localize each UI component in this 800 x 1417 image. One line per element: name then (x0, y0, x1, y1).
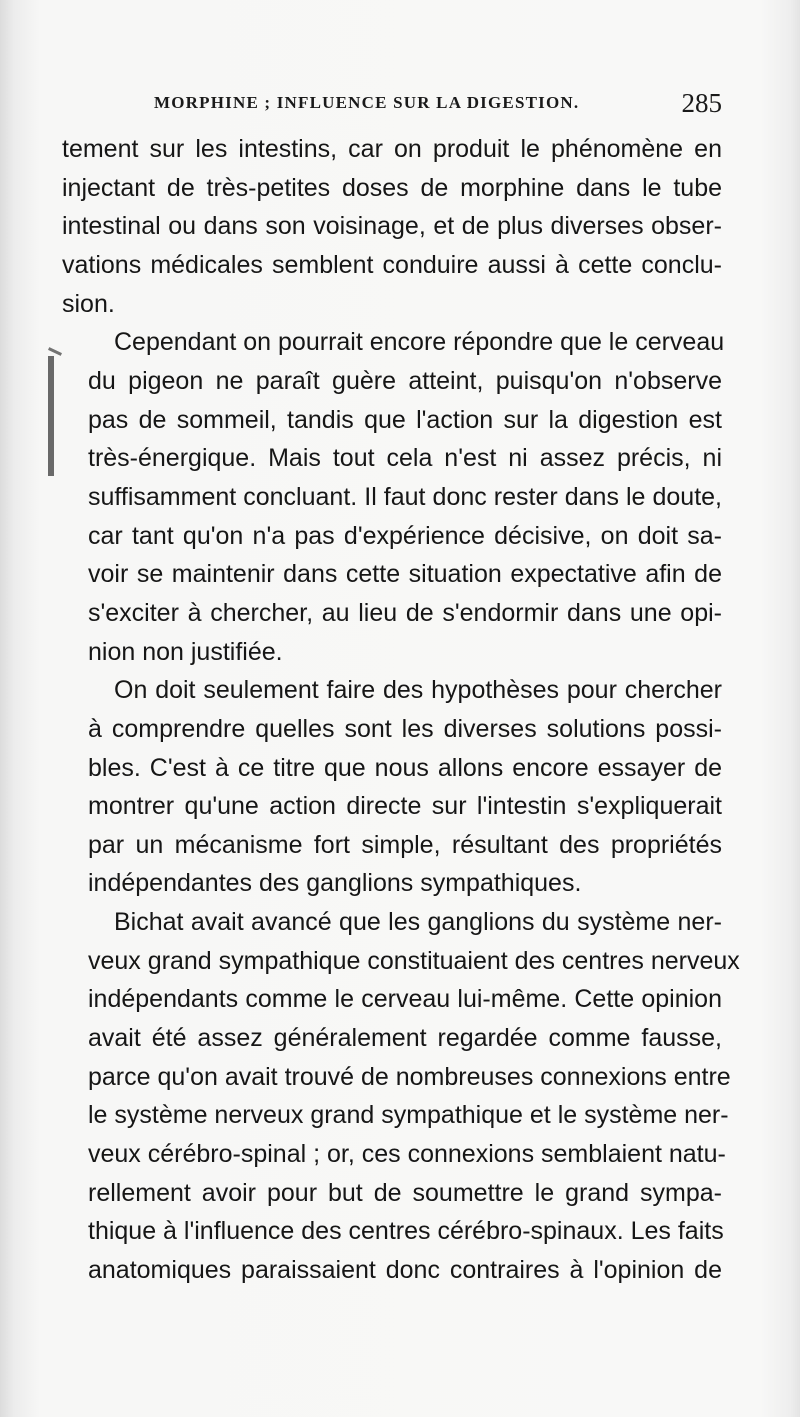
text-line: indépendantes des ganglions sympathiques. (88, 869, 582, 898)
paragraph-1 (62, 130, 722, 323)
margin-pencil-mark (48, 356, 54, 476)
text-line: injectant de très-petites doses de morphine dans le tube (62, 173, 722, 202)
text-line: à comprendre quelles sont les diverses solutions possi- (88, 714, 722, 743)
text-line: voir se maintenir dans cette situation expectative afin de (88, 560, 722, 589)
text-line: du pigeon ne paraît guère atteint, puisqu'on n'observe (88, 366, 722, 395)
paragraph-3 (62, 671, 722, 903)
text-line: sion. (62, 289, 115, 318)
text-line: thique à l'influence des centres cérébro-spinaux. Les faits (88, 1217, 724, 1246)
text-line: avait été assez généralement regardée comme fausse, (88, 1024, 722, 1053)
text-line: s'exciter à chercher, au lieu de s'endormir dans une opi- (88, 598, 722, 627)
text-line: anatomiques paraissaient donc contraires à l'opinion de (88, 1256, 722, 1285)
text-line: Cependant on pourrait encore répondre que le cerveau (114, 328, 725, 357)
page-number: 285 (681, 88, 722, 118)
page-header (62, 88, 722, 118)
text-line: Bichat avait avancé que les ganglions du système ner- (114, 908, 722, 937)
running-title: MORPHINE ; INFLUENCE SUR LA DIGESTION. (154, 93, 580, 112)
text-line: tement sur les intestins, car on produit le phénomène en (62, 135, 722, 163)
text-line: On doit seulement faire des hypothèses pour chercher (114, 676, 722, 705)
body-text (62, 130, 740, 1290)
text-line: rellement avoir pour but de soumettre le grand sympa- (88, 1178, 722, 1207)
text-line: indépendants comme le cerveau lui-même. Cette opinion (88, 985, 722, 1014)
text-line: par un mécanisme fort simple, résultant des propriétés (88, 830, 722, 859)
text-line: veux grand sympathique constituaient des centres nerveux (88, 946, 740, 975)
text-line: car tant qu'on n'a pas d'expérience décisive, on doit sa- (88, 521, 722, 550)
text-line: suffisamment concluant. Il faut donc rester dans le doute, (88, 482, 722, 511)
paragraph-4 (62, 903, 740, 1290)
text-line: pas de sommeil, tandis que l'action sur la digestion est (88, 405, 722, 434)
paragraph-2 (62, 323, 725, 671)
margin-pencil-mark-top (48, 347, 62, 356)
text-line: très-énergique. Mais tout cela n'est ni assez précis, ni (88, 444, 722, 473)
text-line: le système nerveux grand sympathique et le système ner- (88, 1101, 729, 1130)
text-line: parce qu'on avait trouvé de nombreuses connexions entre (88, 1062, 731, 1091)
text-line: nion non justifiée. (88, 637, 283, 666)
text-line: intestinal ou dans son voisinage, et de plus diverses obser- (62, 212, 722, 241)
text-line: veux cérébro-spinal ; or, ces connexions semblaient natu- (88, 1140, 726, 1169)
text-line: bles. C'est à ce titre que nous allons encore essayer de (88, 753, 722, 782)
text-line: vations médicales semblent conduire aussi à cette conclu- (62, 250, 722, 279)
text-line: montrer qu'une action directe sur l'intestin s'expliquerait (88, 792, 722, 821)
